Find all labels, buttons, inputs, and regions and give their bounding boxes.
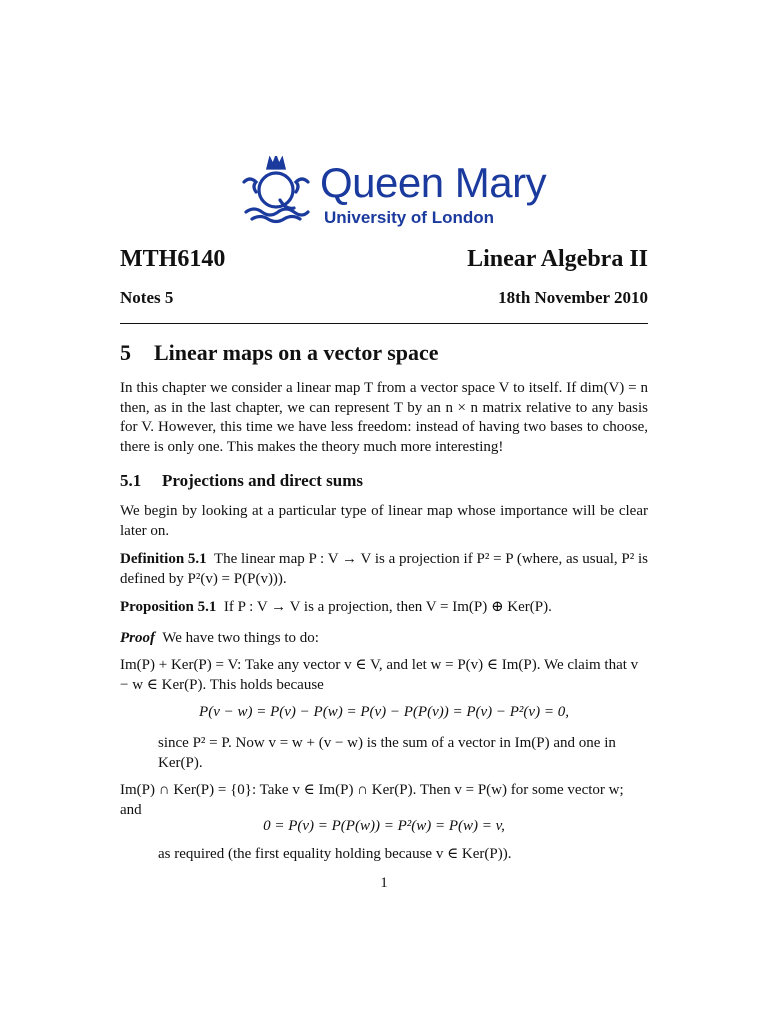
proof-item-1-text: Take any vector v ∈ V, and let w = P(v) ∈ Im(P). We claim that v − w ∈ Ker(P). This holds because	[120, 657, 639, 693]
proof-item-1	[120, 656, 648, 695]
proof-item-1-head: Im(P) + Ker(P) = V:	[120, 657, 242, 673]
definition-label: Definition 5.1	[120, 551, 207, 567]
proposition-label: Proposition 5.1	[120, 599, 217, 615]
proposition-text: If P : V → V is a projection, then V = Im(P) ⊕ Ker(P).	[223, 599, 552, 615]
proof-item-1-continuation	[120, 734, 648, 773]
subsection-heading	[120, 471, 363, 491]
proof-text: We have two things to do:	[162, 630, 319, 646]
header-line-2	[120, 288, 648, 308]
proof-item-2-after: as required (the first equality holding because v ∈ Ker(P)).	[158, 846, 512, 862]
proof-label: Proof	[120, 630, 155, 646]
proof-item-2	[120, 781, 648, 820]
page-number: 1	[380, 875, 388, 891]
subsection-intro: We begin by looking at a particular type of linear map whose importance will be clear later on.	[120, 503, 648, 539]
subsection-title: Projections and direct sums	[162, 471, 364, 490]
notes-date: 18th November 2010	[498, 288, 648, 307]
equation-1: P(v − w) = P(v) − P(w) = P(v) − P(P(v)) = P(v) − P²(v) = 0,	[199, 704, 569, 720]
proposition-block	[120, 598, 648, 618]
proof-item-1-after: since P² = P. Now v = w + (v − w) is the sum of a vector in Im(P) and one in Ker(P).	[158, 735, 616, 771]
university-logo	[240, 152, 547, 232]
course-code: MTH6140	[120, 246, 226, 272]
subsection-number: 5.1	[120, 471, 142, 490]
proof-item-2-head: Im(P) ∩ Ker(P) = {0}:	[120, 782, 257, 798]
course-title: Linear Algebra II	[467, 246, 648, 272]
definition-block	[120, 550, 648, 589]
header-divider	[120, 323, 648, 324]
logo-subtitle: University of London	[324, 208, 494, 227]
section-heading	[120, 340, 439, 366]
equation-2: 0 = P(v) = P(P(w)) = P²(w) = P(w) = v,	[263, 818, 505, 834]
proof-item-2-text: Take v ∈ Im(P) ∩ Ker(P). Then v = P(w) for some vector w; and	[120, 782, 624, 818]
logo-wordmark: Queen Mary	[320, 159, 547, 206]
notes-number: Notes 5	[120, 288, 174, 307]
section-intro: In this chapter we consider a linear map T from a vector space V to itself. If dim(V) = n then, as in the last chapter, we can represent T by an n × n matrix relative to any basis for V. However, this time we have less freedom: instead of having two bases to choose, there is only one. This makes the theory much more interesting!	[120, 380, 648, 455]
definition-text: The linear map P : V → V is a projection if P² = P (where, as usual, P² is defined by P²(v) = P(P(v))).	[120, 551, 648, 587]
header-line-1	[120, 246, 648, 273]
section-number: 5	[120, 340, 131, 365]
proof-intro	[120, 629, 648, 649]
crest-icon	[240, 156, 312, 224]
section-title: Linear maps on a vector space	[154, 340, 439, 365]
proof-item-2-continuation	[120, 845, 648, 865]
